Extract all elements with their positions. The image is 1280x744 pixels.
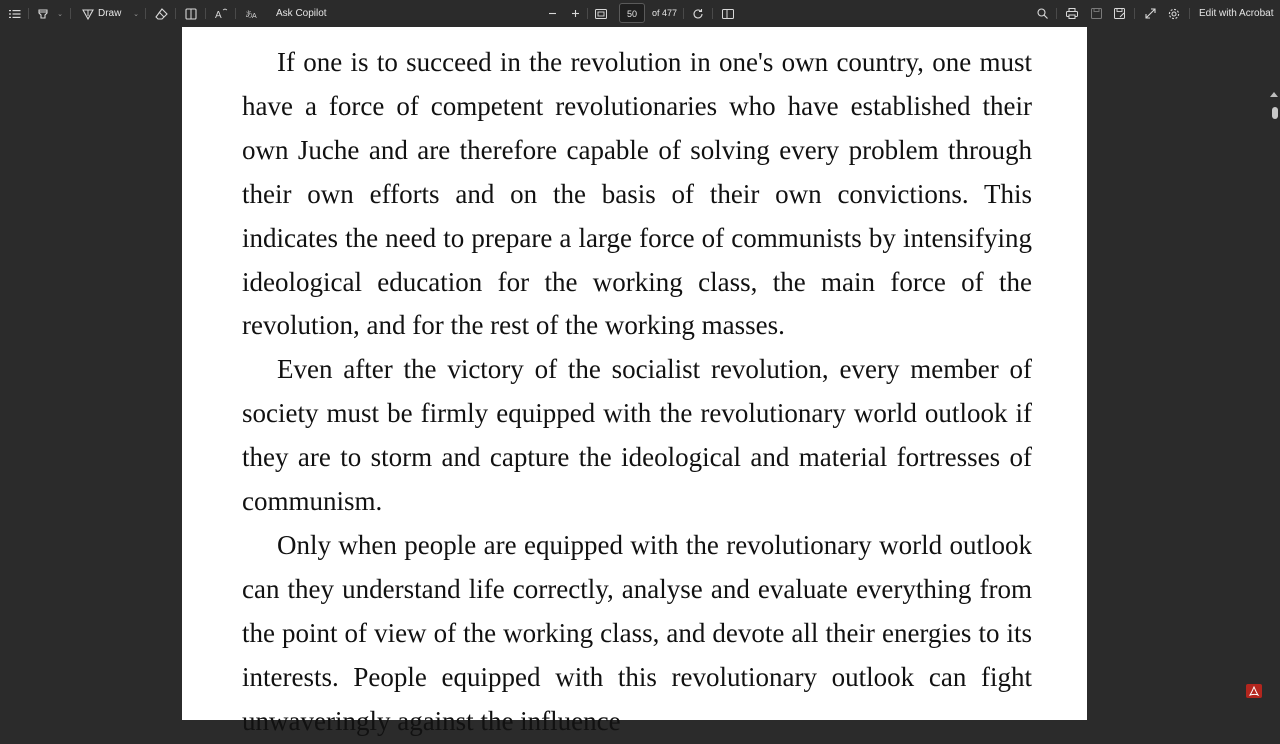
draw-icon[interactable] xyxy=(80,0,96,27)
zoom-out-icon[interactable] xyxy=(544,0,560,27)
scrollbar-thumb[interactable] xyxy=(1272,107,1278,119)
page-body-text xyxy=(242,41,1032,744)
page-count-label: of 477 xyxy=(652,8,678,18)
vertical-scrollbar[interactable] xyxy=(1268,104,1278,720)
paragraph: If one is to succeed in the revolution in one's own country, one must have a force of competent revolutionaries who have established their own Juche and are therefore capable of solving every problem through their own efforts and on the basis of their own convictions. This indicates the need to prepare a large force of communists by intensifying ideological education for the working class, the main force of the revolution, and for the rest of the working masses. xyxy=(242,47,1032,341)
acrobat-icon[interactable] xyxy=(1246,684,1262,698)
toolbar-divider xyxy=(28,8,29,19)
pdf-toolbar xyxy=(0,0,1280,27)
paragraph: Even after the victory of the socialist revolution, every member of society must be firmly equipped with the revolutionary world outlook if they are to storm and capture the ideological and material fortresses of communism. xyxy=(242,354,1032,517)
fullscreen-icon[interactable] xyxy=(1141,0,1159,27)
toolbar-divider xyxy=(205,8,206,19)
draw-label[interactable]: Draw xyxy=(98,8,122,19)
toolbar-divider xyxy=(1056,8,1057,19)
zoom-in-icon[interactable] xyxy=(567,0,583,27)
highlighter-icon[interactable] xyxy=(34,0,52,27)
ask-copilot-button[interactable]: Ask Copilot xyxy=(276,8,327,19)
scroll-up-arrow-icon[interactable] xyxy=(1270,92,1278,97)
settings-icon[interactable] xyxy=(1165,0,1183,27)
page-view-icon[interactable] xyxy=(182,0,200,27)
rotate-icon[interactable] xyxy=(689,0,707,27)
eraser-icon[interactable] xyxy=(152,0,170,27)
page-number-input[interactable]: 50 xyxy=(619,3,645,23)
save-as-icon[interactable] xyxy=(1111,0,1129,27)
svg-text:A: A xyxy=(214,10,222,21)
toolbar-divider xyxy=(683,8,684,19)
toolbar-divider xyxy=(235,8,236,19)
toolbar-divider xyxy=(712,8,713,19)
search-icon[interactable] xyxy=(1033,0,1051,27)
contents-icon[interactable] xyxy=(6,0,24,27)
read-aloud-icon[interactable] xyxy=(212,0,230,27)
toolbar-divider xyxy=(175,8,176,19)
svg-text:A: A xyxy=(251,13,257,20)
draw-dropdown-chevron-icon[interactable]: ⌄ xyxy=(133,10,139,18)
toolbar-divider xyxy=(70,8,71,19)
edit-with-acrobat-button[interactable]: Edit with Acrobat xyxy=(1199,8,1274,19)
svg-text:あ: あ xyxy=(244,10,253,19)
pdf-page[interactable] xyxy=(182,27,1087,736)
toolbar-divider xyxy=(1134,8,1135,19)
toolbar-divider xyxy=(1189,8,1190,19)
save-icon[interactable] xyxy=(1087,0,1105,27)
toolbar-divider xyxy=(145,8,146,19)
translate-icon[interactable] xyxy=(242,0,260,27)
fit-page-icon[interactable] xyxy=(592,0,610,27)
toolbar-divider xyxy=(587,8,588,19)
paragraph: Only when people are equipped with the revolutionary world outlook can they understand life correctly, analyse and evaluate everything from the point of view of the working class, and devote all their energies to its interests. People equipped with this revolutionary outlook can fight unwaveringly against the influence xyxy=(242,529,1032,736)
two-page-icon[interactable] xyxy=(719,0,737,27)
print-icon[interactable] xyxy=(1063,0,1081,27)
highlighter-dropdown-chevron-icon[interactable]: ⌄ xyxy=(57,10,63,18)
